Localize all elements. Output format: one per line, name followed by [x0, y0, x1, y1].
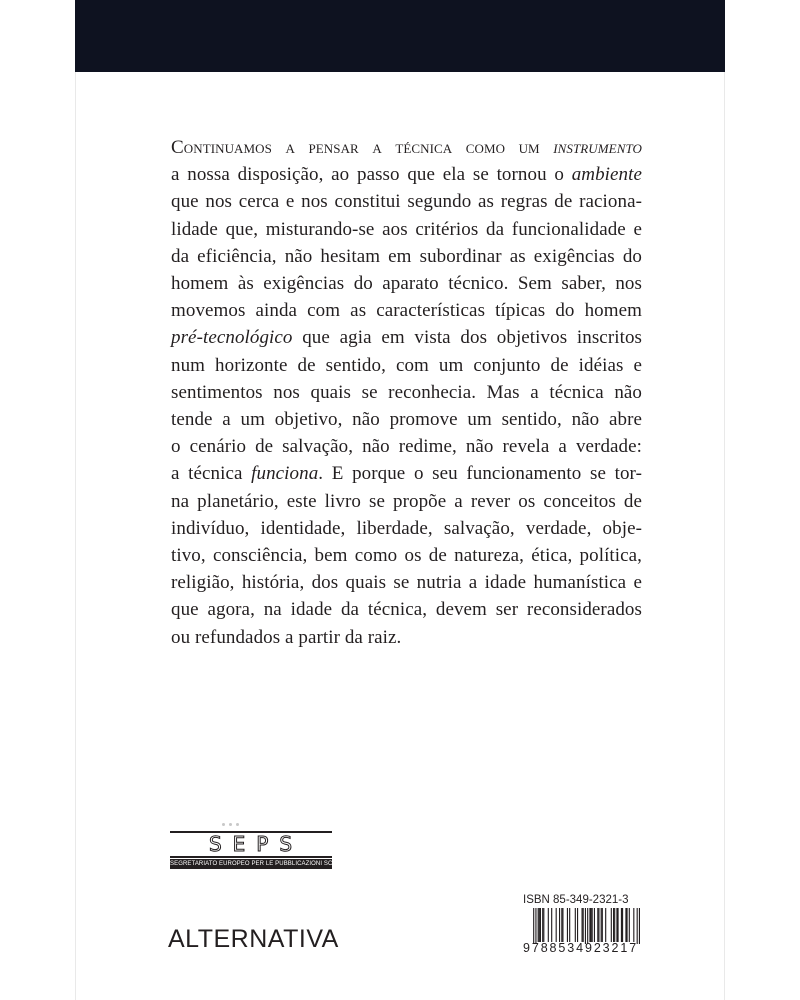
barcode-bar	[621, 908, 622, 942]
blurb-line	[171, 488, 642, 515]
blurb-line	[171, 161, 642, 188]
barcode-bar	[639, 908, 640, 944]
blurb-line	[171, 515, 642, 542]
barcode-bar	[561, 908, 562, 942]
barcode-bar	[622, 908, 623, 942]
isbn-label: ISBN 85-349-2321-3	[523, 894, 629, 906]
top-band	[75, 0, 725, 72]
barcode-bar	[551, 908, 552, 942]
blurb-line	[171, 324, 642, 351]
barcode-bar	[539, 908, 540, 942]
blurb-text: que agora, na idade da técnica, devem ser reconsiderados	[171, 599, 642, 621]
blurb-text: indivíduo, identidade, liberdade, salvação, verdade, obje-	[171, 517, 642, 539]
barcode-bar	[582, 908, 583, 942]
barcode-bar	[591, 908, 592, 942]
barcode-bar	[616, 908, 617, 942]
isbn-barcode	[523, 894, 640, 956]
barcode-bar	[601, 908, 602, 942]
barcode-bar	[583, 908, 584, 942]
blurb-line	[171, 243, 642, 270]
blurb-line	[171, 297, 642, 324]
blurb-text: funciona	[251, 463, 319, 485]
seps-dots	[222, 822, 246, 828]
seps-logo	[170, 822, 367, 870]
barcode-bar	[605, 908, 606, 942]
blurb-text: num horizonte de sentido, com um conjunto de idéias e	[171, 354, 642, 376]
barcode-bar	[556, 908, 557, 942]
blurb-text: tende a um objetivo, não promove um sentido, não abre	[171, 409, 642, 431]
blurb-text: que agia em vista dos objetivos inscritos	[292, 327, 642, 349]
blurb-text: ambiente	[571, 164, 642, 186]
barcode-bar	[598, 908, 599, 942]
back-cover-blurb	[171, 134, 642, 651]
barcode-bar	[637, 908, 638, 944]
blurb-text: pré-tecnológico	[171, 327, 293, 349]
blurb-line	[171, 379, 642, 406]
blurb-text: Continuamos a pensar a técnica como um	[171, 137, 554, 158]
barcode-bar	[613, 908, 614, 942]
seps-bottom-rule	[170, 856, 332, 858]
blurb-text: ou refundados a partir da raiz.	[171, 626, 402, 648]
barcode-bar	[575, 908, 576, 942]
ean-number: 9788534923217	[523, 941, 639, 955]
blurb-text: da eficiência, não hesitam em subordinar as exigências do	[171, 245, 642, 267]
blurb-text: instrumento	[553, 137, 642, 158]
barcode-bar	[602, 908, 603, 942]
barcode-bar	[535, 908, 536, 944]
barcode-bar	[585, 908, 586, 944]
blurb-line	[171, 188, 642, 215]
barcode-bar	[633, 908, 634, 942]
blurb-line	[171, 134, 642, 161]
barcode-bar	[533, 908, 534, 944]
barcode-bar	[594, 908, 595, 942]
barcode-bar	[589, 908, 590, 942]
barcode-bar	[592, 908, 593, 942]
publisher-logo: ALTERNATIVA	[168, 925, 339, 953]
barcode-bar	[611, 908, 612, 942]
blurb-line	[171, 569, 642, 596]
barcode-bar	[548, 908, 549, 942]
seps-subtitle: SEGRETARIATO EUROPEO PER LE PUBBLICAZIONI SCIENTIFICHE	[170, 861, 367, 867]
barcode-bar	[543, 908, 544, 942]
blurb-line	[171, 542, 642, 569]
blurb-text: a técnica	[171, 463, 252, 485]
barcode-bar	[587, 908, 588, 944]
blurb-text: na planetário, este livro se propõe a rever os conceitos de	[171, 490, 642, 512]
barcode-bar	[577, 908, 578, 942]
barcode-bar	[627, 908, 628, 942]
barcode-bar	[542, 908, 543, 942]
barcode-bar	[597, 908, 598, 942]
blurb-line	[171, 460, 642, 487]
top-band-fill	[75, 0, 725, 72]
blurb-line	[171, 352, 642, 379]
barcode-bar	[559, 908, 560, 942]
blurb-text: homem às exigências do aparato técnico. Sem saber, nos	[171, 273, 642, 295]
blurb-line	[171, 216, 642, 243]
barcode-bar	[614, 908, 615, 942]
blurb-text: a nossa disposição, ao passo que ela se tornou o	[171, 164, 572, 186]
seps-name: SEPS	[208, 832, 304, 856]
blurb-line	[171, 270, 642, 297]
barcode-bar	[569, 908, 570, 942]
blurb-text: tivo, consciência, bem como os de natureza, ética, política,	[171, 545, 642, 567]
blurb-line	[171, 624, 642, 651]
blurb-text: . E porque o seu funcionamento se tor-	[318, 463, 642, 485]
barcode-bar	[625, 908, 626, 942]
blurb-text: o cenário de salvação, não redime, não revela a verdade:	[171, 436, 642, 458]
blurb-text: movemos ainda com as características típicas do homem	[171, 300, 642, 322]
barcode-bar	[540, 908, 541, 942]
blurb-text: que nos cerca e nos constitui segundo as regras de raciona-	[171, 191, 642, 213]
blurb-text: lidade que, misturando-se aos critérios da funcionalidade e	[171, 218, 642, 240]
blurb-line	[171, 406, 642, 433]
barcode-bar	[538, 908, 539, 942]
blurb-line	[171, 596, 642, 623]
barcode-bars	[523, 908, 640, 944]
barcode-bar	[562, 908, 563, 942]
blurb-text: sentimentos nos quais se reconhecia. Mas a técnica não	[171, 381, 642, 403]
barcode-bar	[629, 908, 630, 942]
blurb-text: religião, história, dos quais se nutria a idade humanística e	[171, 572, 642, 594]
blurb-line	[171, 433, 642, 460]
barcode-bar	[618, 908, 619, 942]
barcode-bar	[567, 908, 568, 942]
